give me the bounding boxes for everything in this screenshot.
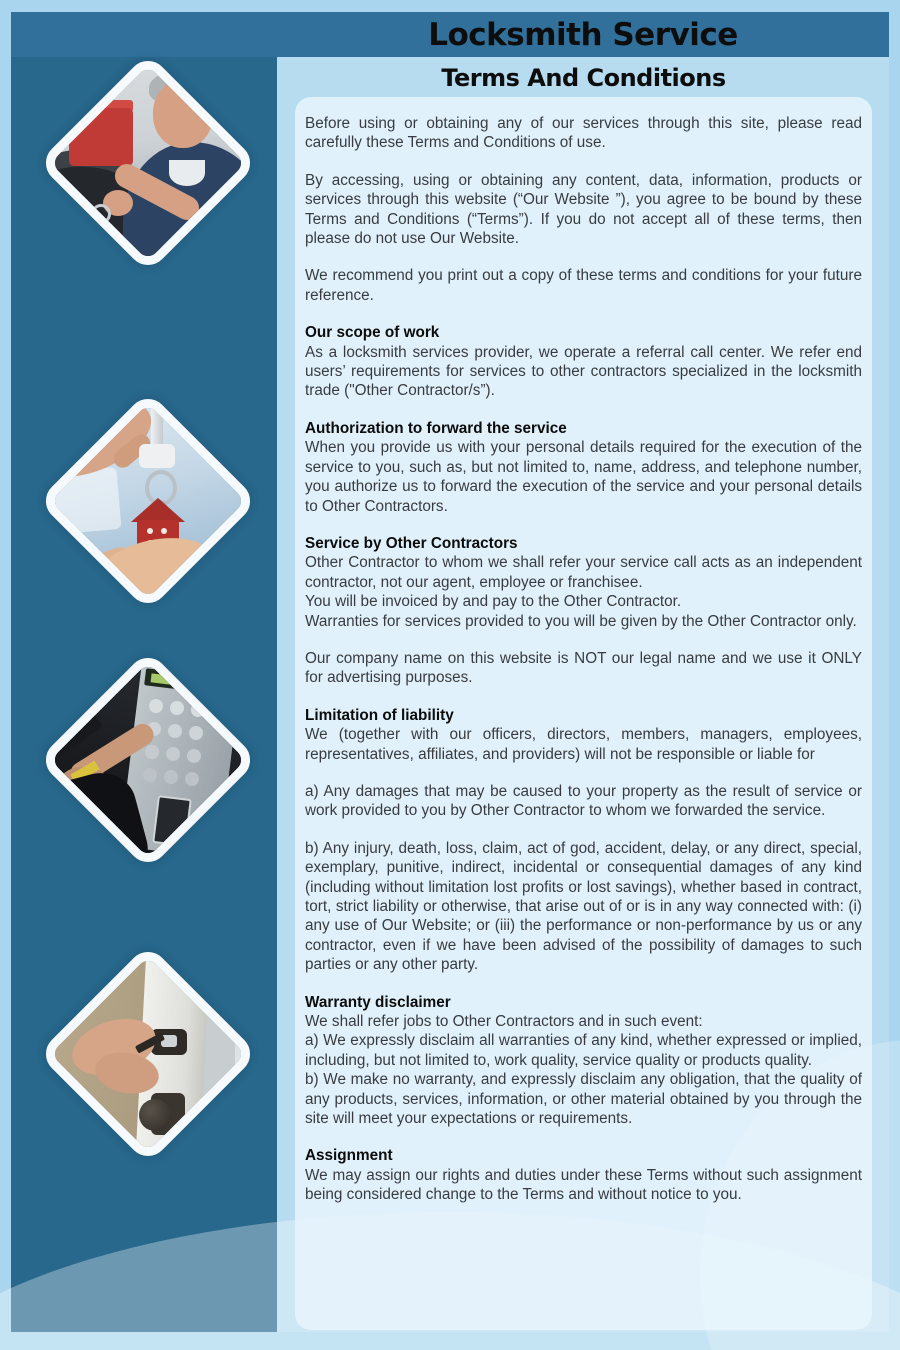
photo-shape [147, 528, 153, 534]
terms-paragraph: We (together with our officers, directors, members, managers, employees, representatives, affiliates, and providers) will not be responsible or liable for [305, 726, 862, 763]
photo-shape [169, 160, 205, 186]
terms-paragraph: When you provide us with your personal details required for the execution of the service to you, such as, but not limited to, name, address, and telephone number, you authorize us to forward the execution of the service and your personal details to Other Contractors. [305, 439, 862, 515]
section-heading: Assignment [305, 1147, 393, 1165]
terms-paragraph: As a locksmith services provider, we operate a referral call center. We refer end users’ requirements for services to other contractors specialized in the locksmith trade ("Other Contractor/s”). [305, 343, 862, 400]
terms-paragraph: By accessing, using or obtaining any content, data, information, products or services through this website (“Our Website ”), you agree to be bound by these Terms and Conditions (“Terms”). If you do not accept all of these terms, then please do not use Our Website. [305, 171, 862, 248]
section-heading: Limitation of liability [305, 706, 454, 724]
terms-paragraph: Other Contractor to whom we shall refer your service call acts as an independent contractor, not our agent, employee or franchisee. You will be invoiced by and pay to the Other Contractor. Warranties for services provided to you will be given by the Other Contractor only. [305, 554, 862, 630]
page-title: Locksmith Service [428, 17, 738, 53]
terms-content [305, 114, 862, 1205]
page-subtitle: Terms And Conditions [441, 64, 726, 92]
photo-shape [139, 1099, 171, 1131]
photo-shape [139, 444, 175, 468]
section-heading: Service by Other Contractors [305, 534, 518, 552]
terms-paragraph: Before using or obtaining any of our services through this site, please read carefully these Terms and Conditions of use. [305, 115, 862, 152]
terms-paragraph: We recommend you print out a copy of these terms and conditions for your future reference. [305, 267, 862, 304]
terms-box [295, 97, 872, 1330]
terms-paragraph: We shall refer jobs to Other Contractors and in such event: a) We expressly disclaim all warranties of any kind, whether expressed or implied, including, but not limited to, work quality, service quality or products quality. b) We make no warranty, and expressly disclaim any obligation, that the quality of any products, services, information, or other material obtained by you through the site will meet your expectations or requirements. [305, 1013, 862, 1128]
terms-paragraph: a) Any damages that may be caused to your property as the result of service or work provided to you by Other Contractor to whom we forwarded the service. [305, 782, 862, 820]
terms-paragraph: Our company name on this website is NOT our legal name and we use it ONLY for advertising purposes. [305, 649, 862, 687]
photo-shape [131, 498, 185, 522]
terms-paragraph: We may assign our rights and duties under these Terms without such assignment being considered change to the Terms and without notice to you. [305, 1166, 862, 1204]
section-heading: Warranty disclaimer [305, 993, 451, 1011]
section-heading: Our scope of work [305, 324, 440, 342]
photo-shape [149, 699, 163, 713]
section-heading: Authorization to forward the service [305, 419, 567, 437]
terms-paragraph: b) Any injury, death, loss, claim, act of god, accident, delay, or any direct, special, exemplary, punitive, indirect, incidental or consequential damages of any kind (including without limitation lost profits or lost savings), whether based in contract, tort, strict liability or otherwise, that arise out of or is in any way connected with: (i) any use of Our Website; or (iii) the performance or non-performance by us or any contractor, even if we have been advised of the possibility of damages to such parties or any other party. [305, 839, 862, 974]
